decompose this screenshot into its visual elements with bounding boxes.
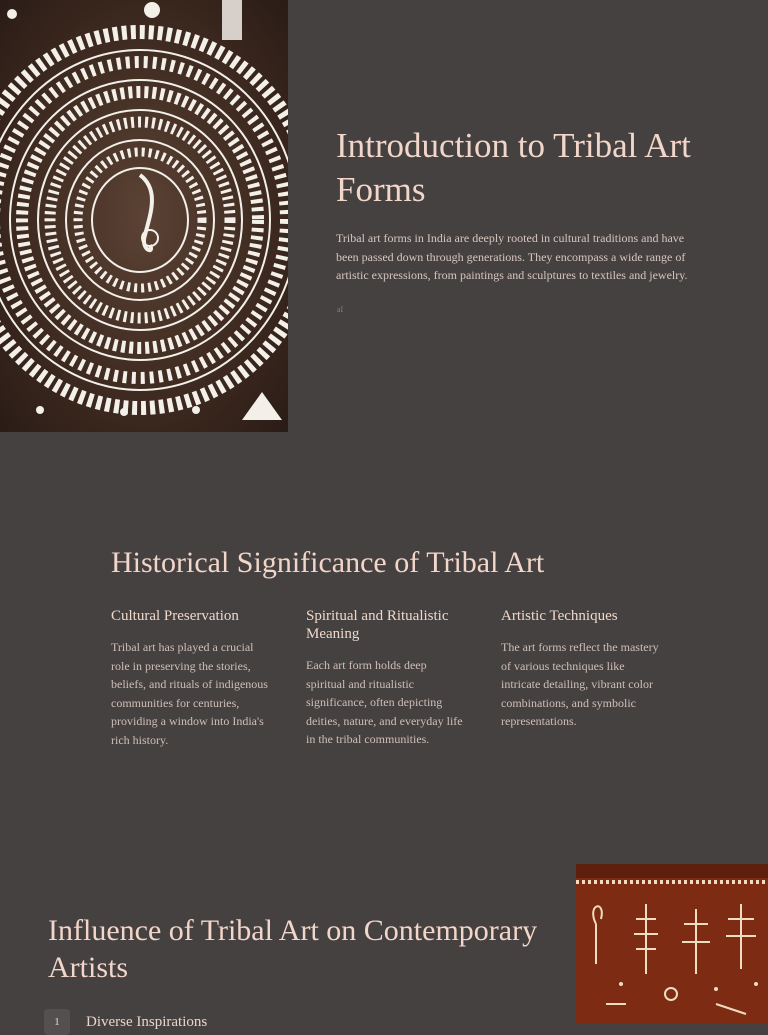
- column-heading: Artistic Techniques: [501, 608, 618, 624]
- warli-painting-graphic: [0, 0, 288, 432]
- intro-body-text: Tribal art forms in India are deeply rooted in cultural traditions and have been passed down through generations. They encompass a wide range of artistic expressions, from paintings and sculptures to textiles and jewelry.: [336, 231, 688, 282]
- column-text: Tribal art has played a crucial role in preserving the stories, beliefs, and rituals of indigenous communities for centuries, providing a window into India's rich history.: [111, 640, 268, 747]
- intro-small-mark: aI: [337, 305, 344, 314]
- column-spiritual-meaning: [306, 607, 464, 749]
- historical-title: Historical Significance of Tribal Art: [111, 546, 545, 579]
- list-item-label: Diverse Inspirations: [86, 1014, 208, 1030]
- column-text: The art forms reflect the mastery of various techniques like intricate detailing, vibrant color combinations, and symbolic representations.: [501, 640, 659, 729]
- column-cultural-preservation: [111, 607, 269, 750]
- influence-title: Influence of Tribal Art on Contemporary Artists: [48, 914, 538, 984]
- column-heading: Spiritual and Ritualistic Meaning: [306, 608, 449, 642]
- intro-title: Introduction to Tribal Art Forms: [336, 126, 691, 209]
- tribal-textile-image: [576, 864, 768, 1024]
- list-number-badge: 1: [44, 1009, 70, 1035]
- column-artistic-techniques: [501, 607, 659, 731]
- column-text: Each art form holds deep spiritual and ritualistic significance, often depicting deities, nature, and everyday life in the tribal communities.: [306, 658, 463, 747]
- textile-graphic: [576, 864, 768, 1024]
- warli-painting-image: [0, 0, 288, 432]
- column-heading: Cultural Preservation: [111, 608, 239, 624]
